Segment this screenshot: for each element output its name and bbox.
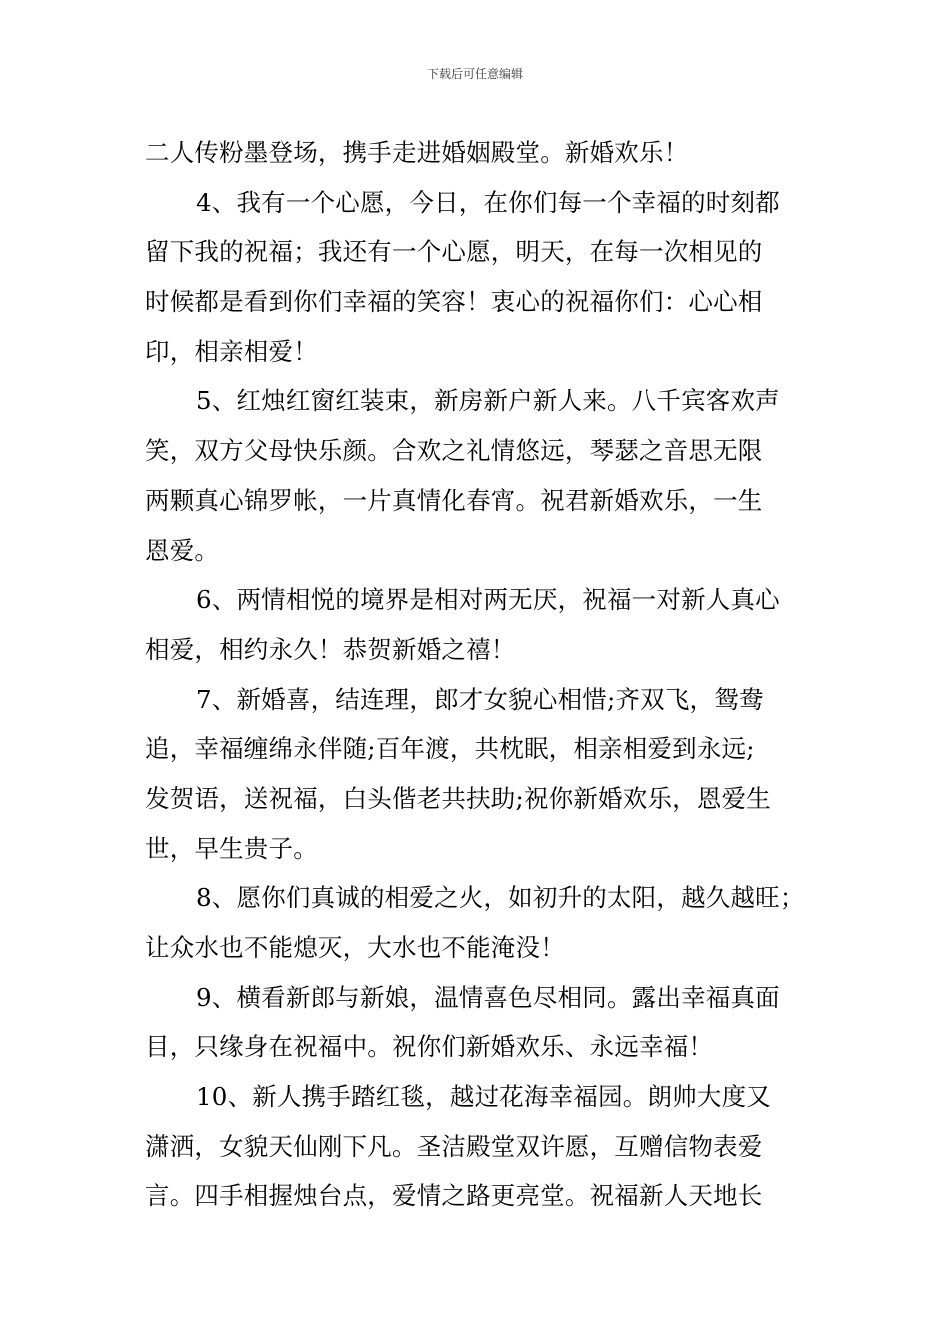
- paragraph-7: [145, 675, 810, 874]
- text-line: 言。四手相握烛台点，爱情之路更亮堂。祝福新人天地长: [145, 1181, 763, 1211]
- text-line: 7、新婚喜，结连理，郎才女貌心相惜;齐双飞，鸳鸯: [196, 684, 764, 714]
- text-line: 目，只缘身在祝福中。祝你们新婚欢乐、永远幸福！: [145, 1032, 714, 1062]
- text-line: 10、新人携手踏红毯，越过花海幸福园。朗帅大度又: [196, 1082, 771, 1112]
- paragraph-4: [145, 178, 810, 377]
- paragraph-10: [145, 1072, 810, 1221]
- text-line: 4、我有一个心愿，今日，在你们每一个幸福的时刻都: [196, 187, 780, 217]
- document-body: [145, 128, 810, 1221]
- text-line: 5、红烛红窗红装束，新房新户新人来。八千宾客欢声: [196, 386, 780, 416]
- text-line: 两颗真心锦罗帐，一片真情化春宵。祝君新婚欢乐，一生: [145, 485, 763, 515]
- paragraph-6: [145, 575, 810, 674]
- text-line: 时候都是看到你们幸福的笑容！衷心的祝福你们：心心相: [145, 287, 763, 317]
- page-header-note: 下载后可任意编辑: [426, 67, 523, 81]
- text-line: 印，相亲相爱！: [145, 336, 318, 366]
- text-line: 笑，双方父母快乐颜。合欢之礼情悠远，琴瑟之音思无限: [145, 436, 763, 466]
- text-line: 二人传粉墨登场，携手走进婚姻殿堂。新婚欢乐！: [145, 138, 689, 167]
- text-line: 发贺语，送祝福，白头偕老共扶助;祝你新婚欢乐，恩爱生: [145, 783, 771, 813]
- text-line: 6、两情相悦的境界是相对两无厌，祝福一对新人真心: [196, 585, 780, 615]
- paragraph-continuation: [145, 128, 810, 178]
- text-line: 留下我的祝福；我还有一个心愿，明天，在每一次相见的: [145, 237, 763, 267]
- text-line: 8、愿你们真诚的相爱之火，如初升的太阳，越久越旺；: [196, 883, 805, 913]
- text-line: 相爱，相约永久！恭贺新婚之禧！: [145, 634, 516, 664]
- text-line: 恩爱。: [145, 535, 220, 565]
- text-line: 追，幸福缠绵永伴随;百年渡，共枕眠，相亲相爱到永远;: [145, 734, 755, 764]
- paragraph-8: [145, 873, 810, 972]
- text-line: 潇洒，女貌天仙刚下凡。圣洁殿堂双许愿，互赠信物表爱: [145, 1131, 763, 1161]
- text-line: 世，早生贵子。: [145, 833, 318, 863]
- paragraph-5: [145, 376, 810, 575]
- paragraph-9: [145, 973, 810, 1072]
- text-line: 9、横看新郎与新娘，温情喜色尽相同。露出幸福真面: [196, 982, 780, 1012]
- text-line: 让众水也不能熄灭，大水也不能淹没！: [145, 933, 565, 962]
